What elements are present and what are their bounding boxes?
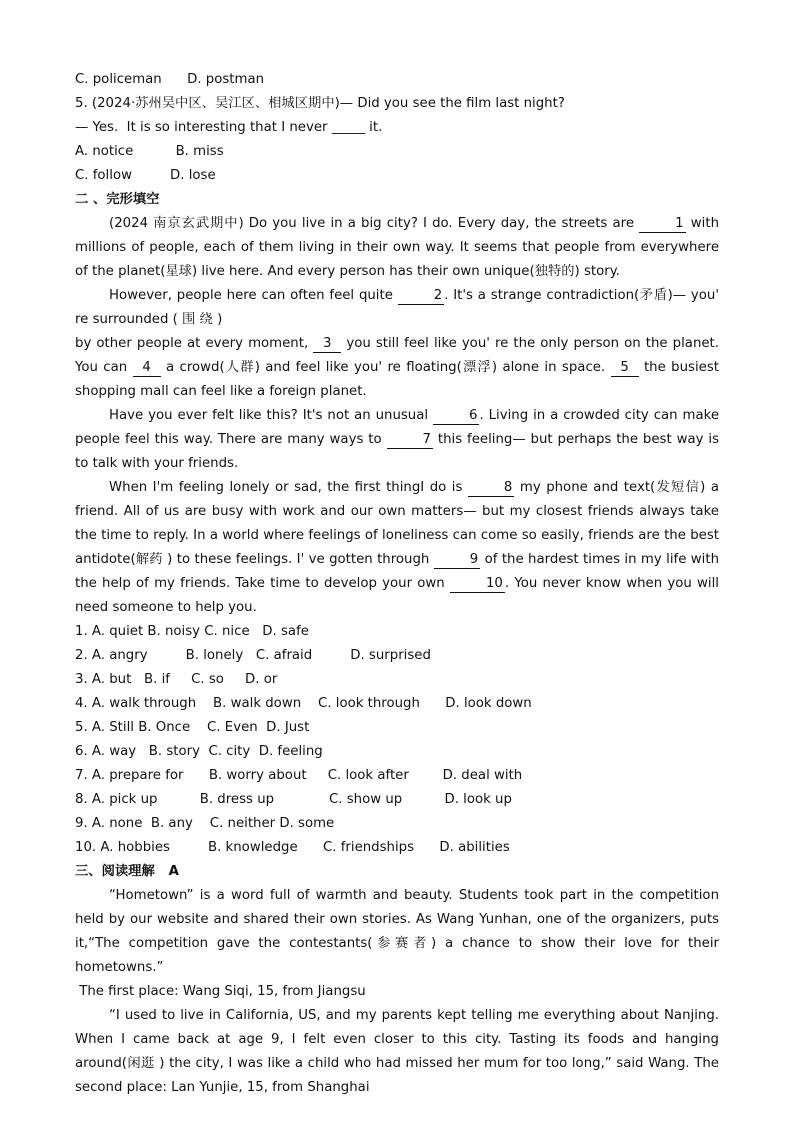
cloze-option-row: 6. A. way B. story C. city D. feeling (75, 744, 323, 759)
first-place-line: The first place: Wang Siqi, 15, from Jiangsu (75, 984, 366, 999)
cloze-text: . It's a strange contradiction(矛盾)— you' re surrounded ( 围 绕 ) (75, 288, 719, 327)
cloze-blank-9: 9 (434, 552, 480, 569)
cloze-text: . You never know when you will need someone to help you. (75, 576, 719, 615)
q5-options-ab (75, 140, 719, 164)
cloze-text: . Living in a crowded city can make people feel this way. There are many ways to (75, 408, 720, 447)
cloze-option-row: 5. A. Still B. Once C. Even D. Just (75, 720, 310, 735)
cloze-option-row: 9. A. none B. any C. neither D. some (75, 816, 335, 831)
reading-paragraph-2: “I used to live in California, US, and my parents kept telling me everything about Nanjing. When I came back at age 9, I felt even closer to this city. Tasting its foods and hanging around(闲逛 ) the city, I was like a child who had missed her mum for too long,” said Wang. The second place: Lan Yunjie, 15, from Shanghai (75, 1008, 719, 1095)
cloze-option-row: 4. A. walk through B. walk down C. look through D. look down (75, 696, 532, 711)
document-page (75, 68, 719, 1100)
q5-answer-line (75, 116, 719, 140)
cloze-option-row: 3. A. but B. if C. so D. or (75, 672, 278, 687)
cloze-option-row: 10. A. hobbies B. knowledge C. friendships D. abilities (75, 840, 510, 855)
cloze-paragraph-4 (75, 404, 719, 476)
q5-option-a: A. notice (75, 144, 134, 159)
cloze-text: When I'm feeling lonely or sad, the first thingI do is (109, 480, 463, 495)
cloze-paragraph-5 (75, 476, 719, 620)
cloze-text: However, people here can often feel quite (109, 288, 393, 303)
q5-answer-text-end: it. (364, 120, 383, 135)
cloze-blank-7: 7 (387, 432, 433, 449)
q5-blank: _____ (331, 120, 365, 135)
q5-stem: 5. (2024·苏州吴中区、吴江区、相城区期中)— Did you see the film last night? (75, 96, 565, 111)
cloze-blank-2: 2 (398, 288, 444, 305)
section3-heading: 三、阅读理解 A (75, 864, 179, 879)
cloze-blank-5: 5 (611, 360, 639, 377)
cloze-paragraph-3 (75, 332, 719, 404)
q5-options-cd (75, 164, 719, 188)
cloze-paragraph-2 (75, 284, 719, 332)
cloze-text: of the hardest times in my life with the help of my friends. Take time to develop your own (75, 552, 719, 591)
cloze-blank-8: 8 (468, 480, 514, 497)
cloze-text: the busiest shopping mall can feel like a foreign planet. (75, 360, 719, 399)
cloze-text: a crowd(人群) and feel like you' re floating(漂浮) alone in space. (165, 360, 606, 375)
section2-heading: 二 、完形填空 (75, 192, 160, 207)
q5-option-d: D. lose (170, 168, 216, 183)
q4-options-row (75, 68, 719, 92)
cloze-option-row: 2. A. angry B. lonely C. afraid D. surprised (75, 648, 431, 663)
q5-option-c: C. follow (75, 168, 132, 183)
cloze-text: you still feel like you' re the only person on the planet. You can (75, 336, 719, 375)
cloze-paragraph-1 (75, 212, 719, 284)
cloze-blank-3: 3 (313, 336, 341, 353)
cloze-option-row: 8. A. pick up B. dress up C. show up D. look up (75, 792, 512, 807)
cloze-blank-4: 4 (133, 360, 161, 377)
q4-option-d: D. postman (187, 72, 265, 87)
cloze-option-row: 1. A. quiet B. noisy C. nice D. safe (75, 624, 309, 639)
reading-paragraph-1: “Hometown” is a word full of warmth and beauty. Students took part in the competition held by our website and shared their own stories. As Wang Yunhan, one of the organizers, puts it,“The competition gave the contestants(参赛者) a chance to show their love for their hometowns.” (75, 888, 719, 975)
cloze-text: by other people at every moment, (75, 336, 309, 351)
cloze-text: with millions of people, each of them living in their own way. It seems that people from everywhere of the planet(星球) live here. And every person has their own unique(独特的) story. (75, 216, 719, 279)
cloze-blank-6: 6 (433, 408, 479, 425)
q5-answer-text: — Yes. It is so interesting that I never (75, 120, 332, 135)
cloze-text: my phone and text(发短信) a friend. All of us are busy with work and our own matters— but my closest friends always take the time to reply. In a world where feelings of loneliness can come so easily, friends are the best antidote(解药 ) to these feelings. I' ve gotten through (75, 480, 720, 567)
cloze-text: Have you ever felt like this? It's not an unusual (109, 408, 429, 423)
cloze-text: (2024 南京玄武期中) Do you live in a big city? I do. Every day, the streets are (109, 216, 634, 231)
q4-option-c: C. policeman (75, 72, 162, 87)
cloze-blank-10: 10 (450, 576, 505, 593)
cloze-text: this feeling— but perhaps the best way is to talk with your friends. (75, 432, 719, 471)
q5-option-b: B. miss (175, 144, 224, 159)
cloze-blank-1: 1 (639, 216, 685, 233)
cloze-option-row: 7. A. prepare for B. worry about C. look after D. deal with (75, 768, 523, 783)
